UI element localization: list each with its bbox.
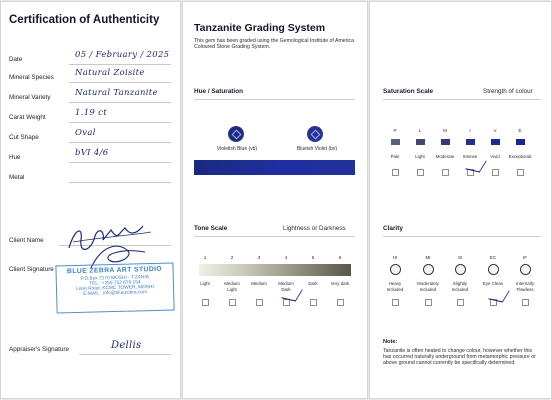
saturation-checkbox[interactable] (392, 169, 399, 176)
field-label: Mineral Species (9, 74, 54, 81)
note-text: Tanzanite is often heated to change colour, however whether this has occurred naturally underground from metamorphic pressure or above ground cannot currently be specifically determined. (383, 348, 536, 367)
field-line (69, 82, 171, 83)
clarity-code: SI (457, 255, 463, 260)
saturation-clarity-panel (370, 2, 551, 398)
clarity-gem-icon (390, 264, 401, 275)
field-line (69, 64, 171, 65)
tone-checkbox[interactable] (310, 299, 317, 306)
field-value: Natural Tanzanite (75, 88, 158, 98)
saturation-subheading: Strength of colour (483, 88, 533, 95)
clarity-code: MI (425, 255, 431, 260)
blueish-violet-gem-icon (307, 126, 323, 142)
saturation-label: Vivid (490, 154, 500, 159)
tone-number: 1 (203, 255, 207, 260)
clarity-checkbox[interactable] (457, 299, 464, 306)
field-label: Hue (9, 154, 21, 161)
saturation-rule (383, 99, 541, 100)
clarity-heading: Clarity (383, 225, 403, 232)
certificate-title: Certification of Authenticity (9, 14, 160, 26)
saturation-swatch (516, 139, 525, 145)
field-line (69, 122, 171, 123)
saturation-label: Intense (462, 154, 478, 159)
saturation-letter: V (493, 128, 497, 133)
tone-number: 3 (257, 255, 261, 260)
hue-saturation-heading: Hue / Saturation (194, 88, 244, 95)
tone-label: Dark (308, 281, 318, 286)
clarity-label: Eye Clean (482, 281, 504, 286)
field-label: Carat Weight (9, 114, 46, 121)
clarity-checkbox[interactable] (392, 299, 399, 306)
tone-checkbox[interactable] (202, 299, 209, 306)
saturation-checkbox[interactable] (442, 169, 449, 176)
saturation-swatch (466, 139, 475, 145)
tone-number: 4 (284, 255, 288, 260)
clarity-gem-icon (488, 264, 499, 275)
grading-intro: This gem has been graded using the Gemological Institute of America Coloured Stone Grading System. (194, 38, 355, 51)
field-value: 05 / February / 2025 (75, 50, 170, 60)
field-line (69, 162, 171, 163)
clarity-gem-icon (520, 264, 531, 275)
clarity-label: Moderately Included (417, 281, 439, 292)
clarity-label: Internally Flawless (516, 281, 534, 292)
hue-option-vb: Violetish Blue (vb) (216, 146, 258, 152)
clarity-label: Slightly Included (451, 281, 469, 292)
field-label: Cut Shape (9, 134, 39, 141)
saturation-letter: L (418, 128, 422, 133)
tone-scale-heading: Tone Scale (194, 225, 228, 232)
hue-color-bar (194, 160, 355, 175)
studio-stamp: BLUE ZEBRA ART STUDIO P.O.Box 2170 MOSHI - T'ZANIA TEL : +255 752 678 154 Lone Road, KCMC TOWER, MOSHI E-MAIL : info@bluezebra.com (55, 262, 174, 313)
saturation-label: Light (415, 154, 425, 159)
hue-option-bv: Blueish Violet (bv) (296, 146, 338, 152)
tone-label: Medium Dark (278, 281, 294, 292)
grading-title: Tanzanite Grading System (194, 22, 326, 34)
saturation-swatch (416, 139, 425, 145)
saturation-letter: E (518, 128, 522, 133)
tone-label: Very dark (330, 281, 350, 286)
certificate-panel (1, 2, 180, 398)
grading-panel (183, 2, 367, 398)
tone-rule (194, 236, 355, 237)
saturation-label: Moderate (435, 154, 455, 159)
clarity-gem-icon (455, 264, 466, 275)
tone-scale-subheading: Lightness or Darkness (283, 225, 346, 232)
clarity-code: HI (392, 255, 398, 260)
saturation-label: Exceptional (508, 154, 532, 159)
tone-checkbox[interactable] (256, 299, 263, 306)
clarity-checkbox[interactable] (522, 299, 529, 306)
hue-rule (194, 99, 355, 100)
field-value: Natural Zoisite (75, 68, 145, 78)
saturation-heading: Saturation Scale (383, 88, 434, 95)
tone-label: Light (200, 281, 210, 286)
field-value: bVI 4/6 (75, 148, 109, 158)
tone-number: 6 (338, 255, 342, 260)
field-line (69, 142, 171, 143)
tone-number: 5 (311, 255, 315, 260)
saturation-swatch (491, 139, 500, 145)
field-label: Metal (9, 174, 25, 181)
client-signature-label: Client Signature (9, 266, 54, 273)
field-label: Date (9, 56, 23, 63)
clarity-gem-icon (423, 264, 434, 275)
saturation-letter: M (443, 128, 447, 133)
field-line (69, 102, 171, 103)
clarity-code: IF (522, 255, 528, 260)
tone-checkbox[interactable] (229, 299, 236, 306)
client-name-label: Client Name (9, 237, 44, 244)
saturation-letter: P (393, 128, 397, 133)
note-heading: Note: (383, 339, 398, 345)
field-label: Mineral Variety (9, 94, 51, 101)
saturation-swatch (441, 139, 450, 145)
appraiser-signature: Dellis (111, 340, 142, 351)
field-value: Oval (75, 128, 96, 138)
tone-gradient-bar (199, 264, 351, 276)
saturation-letter: I (469, 128, 471, 133)
clarity-rule (383, 236, 541, 237)
clarity-code: EC (489, 255, 497, 260)
field-value: 1.19 ct (75, 108, 107, 118)
saturation-checkbox[interactable] (417, 169, 424, 176)
saturation-label: Pale (390, 154, 400, 159)
tone-checkbox[interactable] (337, 299, 344, 306)
tone-label: Medium Light (224, 281, 240, 292)
saturation-checkbox[interactable] (492, 169, 499, 176)
clarity-label: Heavy Included (386, 281, 404, 292)
saturation-swatch (391, 139, 400, 145)
appraiser-signature-line (79, 354, 171, 355)
tone-number: 2 (230, 255, 234, 260)
field-line (69, 182, 171, 183)
appraiser-signature-label: Appraiser's Signature (9, 346, 70, 353)
tone-label: Medium (251, 281, 267, 286)
clarity-checkbox[interactable] (425, 299, 432, 306)
violetish-blue-gem-icon (228, 126, 244, 142)
saturation-checkbox[interactable] (517, 169, 524, 176)
